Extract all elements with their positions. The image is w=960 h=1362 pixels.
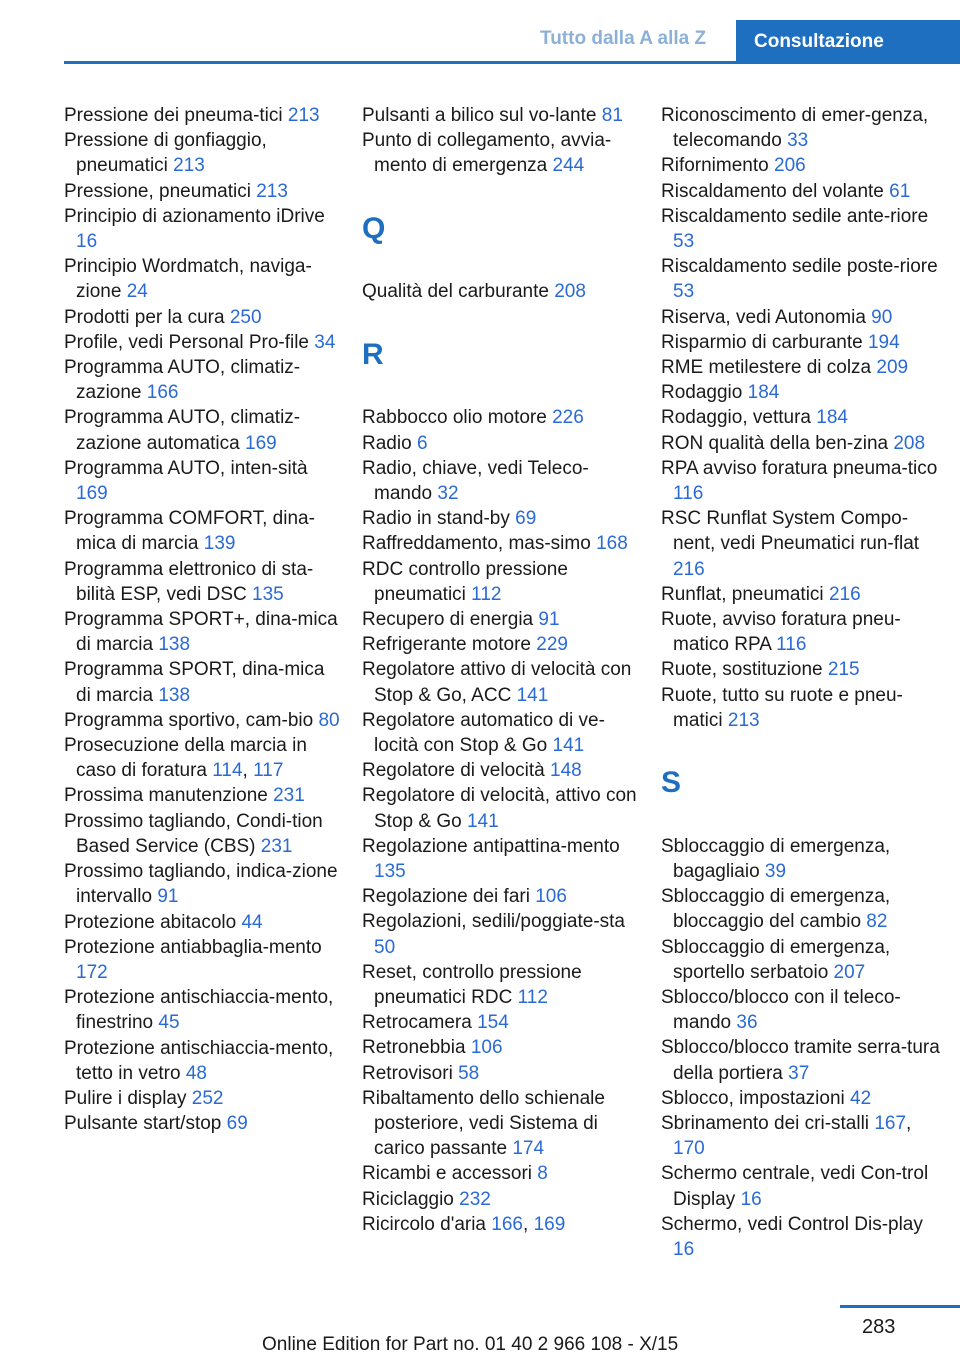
index-entry <box>64 305 344 330</box>
index-term: Sbloccaggio di emergenza, bagagliaio <box>661 835 891 883</box>
page-reference-link[interactable]: 42 <box>850 1087 872 1109</box>
index-term: Radio <box>362 432 412 454</box>
index-term: Pressione, pneumatici <box>64 180 251 202</box>
index-entry <box>661 456 941 506</box>
index-entry <box>362 632 642 657</box>
page-reference-link[interactable]: 213 <box>256 180 288 202</box>
page-reference-link[interactable]: 148 <box>550 760 582 782</box>
index-entry <box>362 960 642 1010</box>
index-term: Prossimo tagliando, indica-zione intervallo <box>64 861 338 908</box>
index-entry <box>661 254 941 304</box>
index-entry <box>661 1086 941 1111</box>
index-term: Ricambi e accessori <box>362 1163 532 1185</box>
page-reference-link[interactable]: 116 <box>673 483 704 505</box>
index-term: RSC Runflat System Compo-nent, vedi Pneumatici run-flat <box>661 508 920 555</box>
index-entry <box>661 305 941 330</box>
page-reference-link[interactable]: 69 <box>226 1113 248 1135</box>
index-term: Sblocco/blocco con il teleco-mando <box>661 987 901 1034</box>
index-term: Prossimo tagliando, Condi-tion Based Service (CBS) <box>64 810 323 857</box>
page-reference-link[interactable]: 33 <box>787 130 809 152</box>
page-reference-link[interactable]: 166 <box>491 1213 523 1235</box>
index-entry <box>64 708 344 733</box>
index-term: Protezione antiabbaglia-mento <box>64 936 322 958</box>
page-reference-link[interactable]: 169 <box>245 432 277 454</box>
page-reference-link[interactable]: 215 <box>827 659 860 681</box>
index-term: Risparmio di carburante <box>661 331 863 353</box>
page-reference-link[interactable]: 169 <box>76 483 108 505</box>
index-term: Regolatore di velocità <box>362 760 545 782</box>
index-entry <box>64 607 344 657</box>
index-entry <box>661 657 941 682</box>
index-entry <box>661 1161 941 1211</box>
index-entry <box>64 179 344 204</box>
page-reference-link[interactable]: 169 <box>533 1213 566 1235</box>
page-reference-link[interactable]: 208 <box>554 281 586 303</box>
page-reference-link[interactable]: 207 <box>833 961 866 983</box>
page-header <box>0 0 960 64</box>
index-entry <box>64 128 344 178</box>
index-term: Programma COMFORT, dina-mica di marcia <box>64 508 315 555</box>
index-entry <box>64 985 344 1035</box>
index-term: Raffreddamento, mas-simo <box>362 533 591 555</box>
index-term: Prosecuzione della marcia in caso di foratura <box>64 735 307 782</box>
index-term: RDC controllo pressione pneumatici <box>362 558 568 605</box>
header-rule <box>64 61 960 64</box>
page-reference-link[interactable]: 213 <box>287 105 320 126</box>
page-reference-link[interactable]: 24 <box>126 281 148 303</box>
index-term: Ribaltamento dello schienale posteriore, vedi Sistema di carico passante <box>362 1087 605 1160</box>
index-entry <box>362 431 642 456</box>
page-reference-link[interactable]: 166 <box>146 382 179 404</box>
page-reference-link[interactable]: 81 <box>601 105 623 126</box>
page-reference-link[interactable]: 174 <box>512 1138 545 1160</box>
index-term: Principio Wordmatch, naviga-zione <box>64 256 312 303</box>
section-gap <box>362 380 642 405</box>
index-term: Sblocco, impostazioni <box>661 1087 845 1109</box>
index-entry <box>661 355 941 380</box>
index-entry <box>64 1111 344 1136</box>
page-reference-link[interactable]: 91 <box>538 608 560 630</box>
page-reference-link[interactable]: 170 <box>673 1138 705 1160</box>
index-entry <box>362 1187 642 1212</box>
index-entry <box>661 103 941 153</box>
page-reference-link[interactable]: 112 <box>471 583 502 605</box>
index-term: Ricircolo d'aria <box>362 1213 487 1235</box>
index-entry: Prosecuzione della marcia in caso di foratura 114, 117 <box>64 735 307 782</box>
index-entry <box>661 431 941 456</box>
page-reference-link[interactable]: 213 <box>173 155 205 177</box>
index-term: Regolatore automatico di ve-locità con Stop & Go <box>362 709 605 756</box>
index-entry <box>661 834 941 884</box>
index-entry <box>661 1035 941 1085</box>
index-entry <box>362 531 642 556</box>
index-entry <box>362 1035 642 1060</box>
index-term: Refrigerante motore <box>362 634 531 656</box>
index-entry <box>64 330 344 355</box>
page-reference-link[interactable]: 114 <box>212 760 243 782</box>
index-term: RME metilestere di colza <box>661 357 872 379</box>
index-entry <box>362 103 642 128</box>
index-entry <box>362 557 642 607</box>
index-entry <box>362 279 642 304</box>
chapter-tab: Consultazione <box>736 20 960 62</box>
page-reference-link[interactable]: 39 <box>764 861 787 883</box>
index-term: Prodotti per la cura <box>64 306 225 328</box>
index-entry: Ricircolo d'aria 166, 169 <box>362 1213 566 1235</box>
section-gap <box>661 733 941 758</box>
page-reference-link[interactable]: 172 <box>76 961 108 983</box>
index-entry <box>661 607 941 657</box>
index-term: Retrocamera <box>362 1012 472 1034</box>
index-term: Programma AUTO, inten-sità <box>64 457 308 479</box>
section-title: Tutto dalla A alla Z <box>540 28 707 49</box>
page-reference-link[interactable]: 141 <box>466 810 499 832</box>
index-term: Protezione antischiaccia-mento, finestrino <box>64 987 334 1034</box>
index-term: Regolazione dei fari <box>362 886 530 908</box>
index-term: Recupero di energia <box>362 608 534 630</box>
index-entry <box>362 128 642 178</box>
page-reference-link[interactable]: 16 <box>673 1239 695 1261</box>
page-reference-link[interactable]: 53 <box>673 281 695 303</box>
index-term: Programma AUTO, climatiz-zazione <box>64 357 301 404</box>
page-reference-link[interactable]: 36 <box>736 1012 758 1034</box>
index-entry <box>362 405 642 430</box>
page-reference-link[interactable]: 216 <box>828 583 861 605</box>
index-entry <box>661 985 941 1035</box>
page-reference-link[interactable]: 117 <box>253 760 284 782</box>
index-term: Schermo centrale, vedi Con-trol Display <box>661 1163 929 1210</box>
page-reference-link[interactable]: 44 <box>241 911 263 933</box>
index-term: Protezione abitacolo <box>64 911 237 933</box>
index-entry <box>64 935 344 985</box>
index-term: Prossima manutenzione <box>64 785 268 807</box>
index-entry <box>661 330 941 355</box>
index-term: Pulsante start/stop <box>64 1113 222 1135</box>
footer-rule <box>840 1305 960 1308</box>
index-term: Regolazioni, sedili/poggiate-sta <box>362 911 625 933</box>
index-entry <box>64 557 344 607</box>
index-letter-heading: Q <box>362 211 386 245</box>
index-term: RON qualità della ben-zina <box>661 432 889 454</box>
index-entry <box>661 935 941 985</box>
page-reference-link[interactable]: 167 <box>874 1113 907 1135</box>
page-reference-link[interactable]: 226 <box>552 407 584 429</box>
index-term: Riserva, vedi Autonomia <box>661 306 866 328</box>
index-term: Retronebbia <box>362 1037 466 1059</box>
page-reference-link[interactable]: 184 <box>816 407 848 429</box>
index-term: Riconoscimento di emer-genza, telecomando <box>661 105 929 152</box>
index-term: Runflat, pneumatici <box>661 583 824 605</box>
index-entry: Sbrinamento dei cri-stalli 167, 170 <box>661 1113 912 1160</box>
page-reference-link[interactable]: 48 <box>185 1062 207 1084</box>
index-entry <box>64 657 344 707</box>
index-term: Ruote, tutto su ruote e pneu-matici <box>661 684 903 731</box>
index-entry <box>64 204 344 254</box>
page-reference-link[interactable]: 232 <box>459 1188 491 1210</box>
page-reference-link[interactable]: 139 <box>203 533 236 555</box>
page-reference-link[interactable]: 216 <box>673 558 705 580</box>
page-reference-link[interactable]: 244 <box>552 155 585 177</box>
index-entry <box>362 884 642 909</box>
page-reference-link[interactable]: 209 <box>876 357 909 379</box>
index-entry <box>362 456 642 506</box>
index-entry <box>661 884 941 934</box>
page-reference-link[interactable]: 32 <box>437 482 459 504</box>
index-term: Rabbocco olio motore <box>362 407 547 429</box>
page-reference-link[interactable]: 141 <box>552 734 585 756</box>
page-reference-link[interactable]: 58 <box>458 1062 480 1084</box>
index-term: Schermo, vedi Control Dis-play <box>661 1213 923 1235</box>
page-reference-link[interactable]: 141 <box>516 684 549 706</box>
index-term: Ruote, avviso foratura pneu-matico RPA <box>661 609 901 656</box>
section-gap <box>362 179 642 204</box>
index-entry <box>362 657 642 707</box>
index-term: Riciclaggio <box>362 1188 454 1210</box>
page-reference-link[interactable]: 16 <box>740 1188 762 1210</box>
page-reference-link[interactable]: 229 <box>536 634 568 656</box>
index-entry <box>64 859 344 909</box>
index-entry <box>64 456 344 506</box>
page-reference-link[interactable]: 250 <box>229 306 262 328</box>
page-reference-link[interactable]: 16 <box>76 231 98 253</box>
index-term: Pressione di gonfiaggio, pneumatici <box>64 130 267 177</box>
index-term: Riscaldamento del volante <box>661 180 884 202</box>
index-entry <box>661 380 941 405</box>
page-reference-link[interactable]: 116 <box>776 634 807 656</box>
index-entry <box>64 910 344 935</box>
index-entry <box>64 405 344 455</box>
page-reference-link[interactable]: 80 <box>318 709 340 731</box>
index-term: Radio, chiave, vedi Teleco-mando <box>362 457 589 504</box>
index-entry <box>64 1086 344 1111</box>
index-term: Regolazione antipattina-mento <box>362 835 620 857</box>
page-reference-link[interactable]: 61 <box>889 180 911 202</box>
index-term: Programma elettronico di sta-bilità ESP, vedi DSC <box>64 558 314 605</box>
page-reference-link[interactable]: 6 <box>416 432 428 454</box>
index-entry <box>661 683 941 733</box>
index-entry <box>661 506 941 582</box>
index-term: Riscaldamento sedile ante-riore <box>661 205 929 227</box>
index-column-3 <box>661 103 941 1262</box>
index-term: Protezione antischiaccia-mento, tetto in vetro <box>64 1037 334 1084</box>
page-reference-link[interactable]: 34 <box>314 331 336 353</box>
index-entry <box>362 758 642 783</box>
index-entry <box>362 1161 642 1186</box>
page-reference-link[interactable]: 194 <box>867 331 900 353</box>
edition-note: Online Edition for Part no. 01 40 2 966 108 - X/15 <box>262 1334 679 1355</box>
page-reference-link[interactable]: 231 <box>273 785 305 807</box>
page-reference-link[interactable]: 37 <box>788 1062 810 1084</box>
index-entry <box>362 834 642 884</box>
index-entry <box>661 405 941 430</box>
index-term: Pressione dei pneuma-tici <box>64 105 283 126</box>
index-term: Pulire i display <box>64 1087 187 1109</box>
index-term: Rodaggio, vettura <box>661 407 811 429</box>
section-gap <box>362 254 642 279</box>
page-reference-link[interactable]: 206 <box>774 155 806 177</box>
page-reference-link[interactable]: 50 <box>374 936 396 958</box>
index-term: Programma AUTO, climatiz-zazione automatica <box>64 407 301 454</box>
index-entry <box>362 783 642 833</box>
index-term: Pulsanti a bilico sul vo-lante <box>362 105 597 126</box>
index-term: Radio in stand-by <box>362 508 510 530</box>
index-entry <box>362 909 642 959</box>
page-reference-link[interactable]: 106 <box>470 1037 503 1059</box>
index-entry <box>362 1086 642 1162</box>
page-reference-link[interactable]: 154 <box>477 1012 509 1034</box>
index-term: Rodaggio <box>661 382 743 404</box>
index-entry <box>64 1036 344 1086</box>
page-reference-link[interactable]: 90 <box>871 306 893 328</box>
index-entry <box>362 1010 642 1035</box>
page-reference-link[interactable]: 168 <box>596 533 628 555</box>
index-entry <box>661 1212 941 1262</box>
index-term: RPA avviso foratura pneuma-tico <box>661 457 938 479</box>
index-entry <box>64 809 344 859</box>
index-term: Sbloccaggio di emergenza, sportello serbatoio <box>661 936 891 983</box>
page-reference-link[interactable]: 82 <box>866 911 888 933</box>
page-reference-link[interactable]: 53 <box>673 231 695 253</box>
page-reference-link[interactable]: 135 <box>374 861 406 882</box>
section-gap <box>661 809 941 834</box>
index-entry <box>661 153 941 178</box>
page-reference-link[interactable]: 231 <box>260 835 293 857</box>
page-reference-link[interactable]: 69 <box>515 508 537 530</box>
page-reference-link[interactable]: 208 <box>893 432 926 454</box>
index-term: Rifornimento <box>661 155 769 177</box>
index-column-2 <box>362 103 642 1237</box>
index-term: Sblocco/blocco tramite serra-tura della portiera <box>661 1037 940 1084</box>
page-reference-link[interactable]: 252 <box>191 1087 224 1109</box>
page-reference-link[interactable]: 213 <box>727 709 760 731</box>
section-gap <box>362 305 642 330</box>
index-entry <box>64 103 344 128</box>
index-term: Sbrinamento dei cri-stalli <box>661 1113 870 1135</box>
page-reference-link[interactable]: 106 <box>535 886 567 908</box>
index-term: Profile, vedi Personal Pro-file <box>64 331 309 353</box>
index-letter-heading: R <box>362 337 384 371</box>
index-entry <box>362 1061 642 1086</box>
index-entry <box>362 607 642 632</box>
index-entry <box>64 506 344 556</box>
page-reference-link[interactable]: 45 <box>158 1012 180 1034</box>
index-term: Regolatore di velocità, attivo con Stop & Go <box>362 785 637 832</box>
page-reference-link[interactable]: 91 <box>157 886 179 908</box>
index-term: Qualità del carburante <box>362 281 549 303</box>
index-entry <box>64 783 344 808</box>
index-entry <box>661 204 941 254</box>
index-letter-heading: S <box>661 766 682 800</box>
index-entry <box>362 708 642 758</box>
index-term: Regolatore attivo di velocità con Stop & Go, ACC <box>362 659 632 706</box>
page-reference-link[interactable]: 138 <box>158 634 191 656</box>
index-term: Punto di collegamento, avvia-mento di emergenza <box>362 130 612 177</box>
page-reference-link[interactable]: 8 <box>537 1163 548 1185</box>
index-entry <box>661 179 941 204</box>
index-entry <box>64 254 344 304</box>
page-reference-link[interactable]: 112 <box>517 987 548 1009</box>
index-term: Programma SPORT+, dina-mica di marcia <box>64 609 338 656</box>
page-number: 283 <box>862 1316 896 1338</box>
index-term: Retrovisori <box>362 1062 453 1084</box>
index-term: Riscaldamento sedile poste-riore <box>661 256 938 278</box>
index-entry <box>362 506 642 531</box>
index-column-1 <box>64 103 344 1136</box>
index-term: Principio di azionamento iDrive <box>64 205 325 227</box>
index-term: Programma sportivo, cam-bio <box>64 709 314 731</box>
index-entry <box>64 355 344 405</box>
page-reference-link[interactable]: 184 <box>747 382 780 404</box>
index-term: Programma SPORT, dina-mica di marcia <box>64 659 325 706</box>
index-term: Sbloccaggio di emergenza, bloccaggio del cambio <box>661 886 891 933</box>
page-reference-link[interactable]: 138 <box>158 684 191 706</box>
index-term: Reset, controllo pressione pneumatici RDC <box>362 961 582 1009</box>
page-reference-link[interactable]: 135 <box>252 583 284 605</box>
index-entry <box>661 582 941 607</box>
index-term: Ruote, sostituzione <box>661 659 823 681</box>
